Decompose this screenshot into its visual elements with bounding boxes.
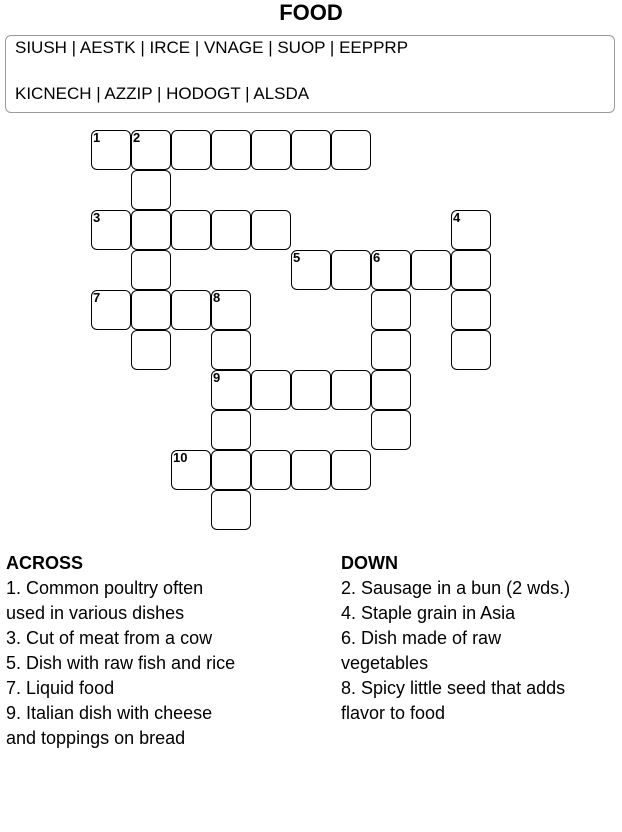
grid-cell[interactable] — [171, 210, 211, 250]
word-bank-line: KICNECH | AZZIP | HODOGT | ALSDA — [15, 84, 310, 103]
grid-cell[interactable] — [451, 210, 491, 250]
grid-cell[interactable] — [131, 290, 171, 330]
grid-cell[interactable] — [451, 250, 491, 290]
grid-cell[interactable] — [171, 290, 211, 330]
grid-cell[interactable] — [131, 250, 171, 290]
grid-cell[interactable] — [131, 210, 171, 250]
grid-cell[interactable] — [211, 130, 251, 170]
grid-cell[interactable] — [331, 450, 371, 490]
grid-cell[interactable] — [211, 370, 251, 410]
clue-number: 6 — [373, 250, 381, 265]
across-heading: ACROSS — [6, 553, 84, 573]
grid-cell[interactable] — [331, 130, 371, 170]
grid-cell[interactable] — [211, 490, 251, 530]
grid-cell[interactable] — [331, 250, 371, 290]
grid-cell[interactable] — [451, 330, 491, 370]
grid-cell[interactable] — [91, 130, 131, 170]
clue-number: 7 — [93, 290, 101, 305]
grid-cell[interactable] — [371, 410, 411, 450]
clue-number: 4 — [453, 210, 461, 225]
grid-cell[interactable] — [211, 450, 251, 490]
grid-cell[interactable] — [291, 250, 331, 290]
grid-cell[interactable] — [251, 370, 291, 410]
across-clue: 5. Dish with raw fish and rice — [6, 653, 236, 673]
grid-cell[interactable] — [171, 130, 211, 170]
grid-cell[interactable] — [411, 250, 451, 290]
grid-cell[interactable] — [251, 210, 291, 250]
down-clue: 8. Spicy little seed that adds flavor to food — [341, 678, 566, 723]
down-clue: 6. Dish made of raw vegetables — [341, 628, 502, 673]
clue-number: 2 — [133, 130, 141, 145]
grid-cell[interactable] — [371, 290, 411, 330]
clue-number: 8 — [213, 290, 221, 305]
clue-number: 9 — [213, 370, 221, 385]
clue-number: 1 — [93, 130, 101, 145]
grid-cell[interactable] — [251, 130, 291, 170]
grid-cell[interactable] — [131, 170, 171, 210]
grid-cell[interactable] — [131, 330, 171, 370]
grid-cell[interactable] — [91, 210, 131, 250]
word-bank-line: SIUSH | AESTK | IRCE | VNAGE | SUOP | EEPPRP — [15, 38, 409, 57]
grid-cell[interactable] — [91, 290, 131, 330]
clue-number: 5 — [293, 250, 301, 265]
clue-number: 3 — [93, 210, 101, 225]
grid-cell[interactable] — [291, 130, 331, 170]
across-clues — [6, 551, 236, 751]
grid-cell[interactable] — [131, 130, 171, 170]
grid-cell[interactable] — [371, 330, 411, 370]
grid-cell[interactable] — [291, 370, 331, 410]
clue-number: 10 — [173, 450, 188, 465]
down-clue: 4. Staple grain in Asia — [341, 603, 516, 623]
down-clues — [341, 551, 576, 726]
grid-cell[interactable] — [451, 290, 491, 330]
grid-cell[interactable] — [211, 210, 251, 250]
down-clue: 2. Sausage in a bun (2 wds.) — [341, 578, 571, 598]
grid-cell[interactable] — [371, 370, 411, 410]
grid-cell[interactable] — [211, 330, 251, 370]
puzzle-title: FOOD — [279, 0, 343, 25]
down-heading: DOWN — [341, 553, 398, 573]
grid-cell[interactable] — [251, 450, 291, 490]
grid-cell[interactable] — [331, 370, 371, 410]
grid-cell[interactable] — [171, 450, 211, 490]
across-clue: 9. Italian dish with cheese and toppings on bread — [6, 703, 213, 748]
across-clue: 1. Common poultry often used in various dishes — [6, 578, 204, 623]
across-clue: 3. Cut of meat from a cow — [6, 628, 213, 648]
grid-cell[interactable] — [211, 290, 251, 330]
grid-cell[interactable] — [211, 410, 251, 450]
grid-cell[interactable] — [291, 450, 331, 490]
across-clue: 7. Liquid food — [6, 678, 115, 698]
grid-cell[interactable] — [371, 250, 411, 290]
